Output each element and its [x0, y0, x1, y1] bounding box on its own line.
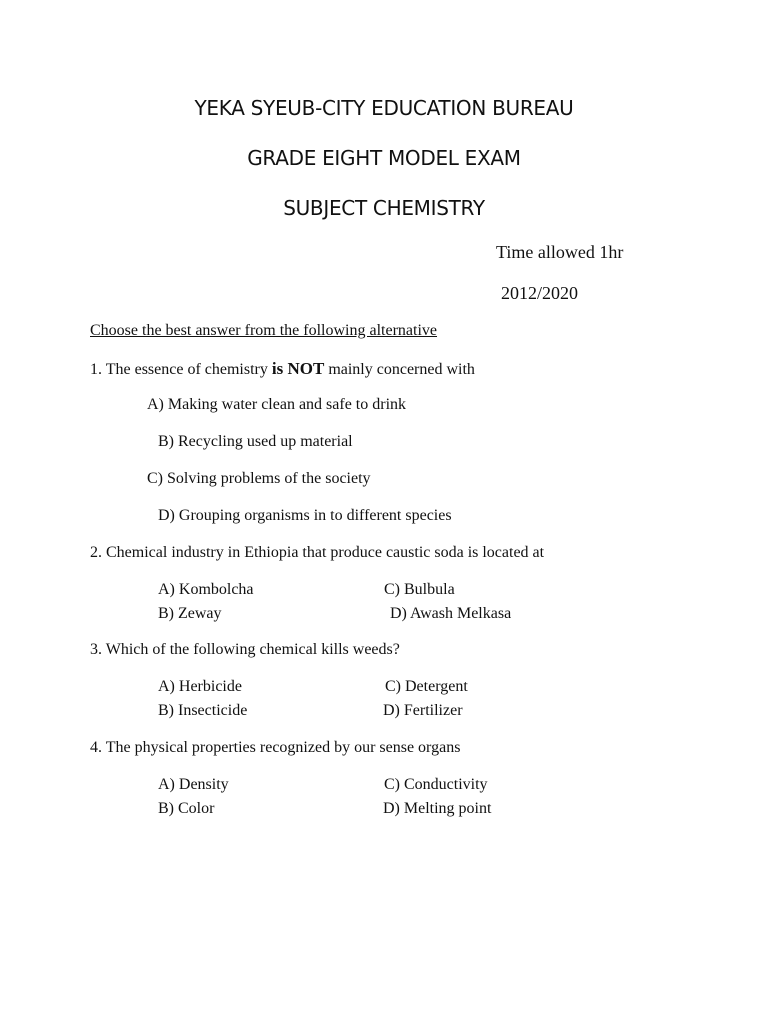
- question-2-option-c: C) Bulbula: [384, 581, 455, 598]
- question-1-stem-start: 1. The essence of chemistry: [90, 361, 272, 378]
- exam-title: GRADE EIGHT MODEL EXAM: [247, 146, 521, 170]
- question-1-stem-emphasis: is NOT: [271, 359, 325, 378]
- question-1-stem-end: mainly concerned with: [324, 361, 475, 378]
- question-2-stem: 2. Chemical industry in Ethiopia that produce caustic soda is located at: [90, 544, 545, 561]
- exam-year: 2012/2020: [501, 283, 579, 303]
- question-1-stem: [90, 359, 475, 379]
- question-4-stem: 4. The physical properties recognized by our sense organs: [90, 739, 461, 756]
- question-4-option-b: B) Color: [158, 800, 215, 817]
- question-2-option-b: B) Zeway: [158, 605, 222, 622]
- question-1-option-b: B) Recycling used up material: [158, 433, 353, 450]
- subject-title: SUBJECT CHEMISTRY: [283, 196, 485, 220]
- question-1-option-c: C) Solving problems of the society: [147, 470, 371, 487]
- question-3-option-b: B) Insecticide: [158, 702, 248, 719]
- question-3-stem: 3. Which of the following chemical kills weeds?: [90, 641, 400, 658]
- question-4-option-a: A) Density: [158, 776, 229, 793]
- question-3-option-d: D) Fertilizer: [383, 702, 463, 719]
- question-4-option-d: D) Melting point: [383, 800, 492, 817]
- time-allowed: Time allowed 1hr: [496, 242, 624, 262]
- bureau-title: YEKA SYEUB-CITY EDUCATION BUREAU: [194, 96, 574, 120]
- question-3-option-a: A) Herbicide: [158, 678, 242, 695]
- question-1-option-a: A) Making water clean and safe to drink: [147, 396, 407, 413]
- question-3-option-c: C) Detergent: [385, 678, 468, 695]
- question-2-option-a: A) Kombolcha: [158, 581, 254, 598]
- question-4-option-c: C) Conductivity: [384, 776, 488, 793]
- question-2-option-d: D) Awash Melkasa: [390, 605, 512, 622]
- question-1-option-d: D) Grouping organisms in to different species: [158, 507, 452, 524]
- instruction: Choose the best answer from the following alternative: [90, 322, 438, 339]
